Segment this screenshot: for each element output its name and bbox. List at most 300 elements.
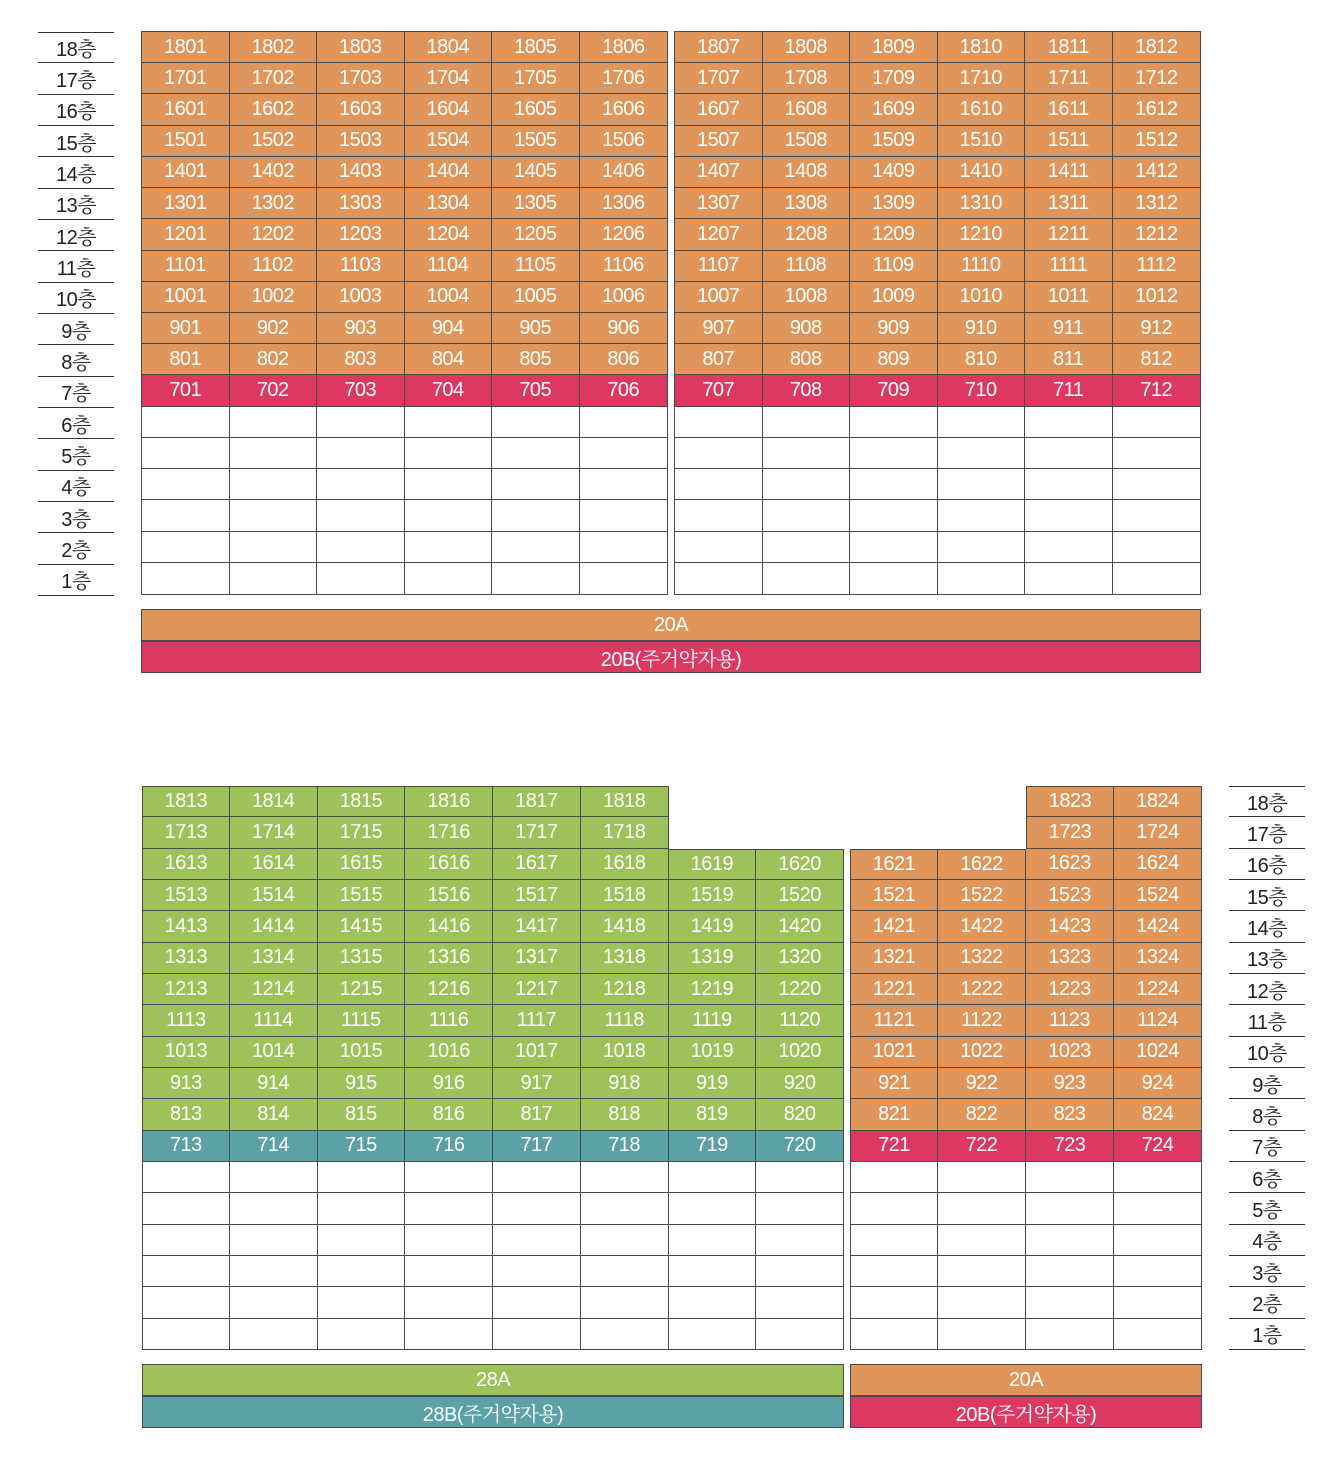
- unit-cell: 1313: [142, 943, 230, 974]
- empty-floor-cell: [142, 563, 230, 594]
- empty-floor-cell: [850, 469, 938, 500]
- unit-cell: 1508: [763, 126, 851, 157]
- unit-cell: 716: [405, 1131, 493, 1162]
- unit-cell: 818: [581, 1099, 669, 1130]
- empty-floor-cell: [1026, 1193, 1114, 1224]
- empty-floor-cell: [580, 438, 668, 469]
- empty-floor-cell: [142, 500, 230, 531]
- empty-floor-cell: [580, 500, 668, 531]
- empty-floor-cell: [142, 1162, 230, 1193]
- unit-cell: 1119: [669, 1005, 757, 1036]
- unit-cell: 921: [850, 1068, 938, 1099]
- empty-floor-cell: [405, 1319, 493, 1350]
- unit-cell: 1417: [493, 911, 581, 942]
- unit-cell: 1415: [318, 911, 406, 942]
- unit-cell: 1310: [938, 188, 1026, 219]
- unit-cell: 1309: [850, 188, 938, 219]
- empty-floor-cell: [493, 1162, 581, 1193]
- unit-cell: 1703: [317, 63, 405, 94]
- unit-cell: 1405: [492, 157, 580, 188]
- floor-label: 2층: [1229, 1287, 1305, 1318]
- unit-cell: 1512: [1113, 126, 1201, 157]
- unit-cell: 1222: [938, 974, 1026, 1005]
- empty-floor-cell: [1026, 1319, 1114, 1350]
- empty-floor-cell: [669, 1256, 757, 1287]
- empty-floor-cell: [850, 500, 938, 531]
- unit-cell: 1207: [675, 219, 763, 250]
- floor-label: 11층: [38, 251, 114, 282]
- unit-cell: 1208: [763, 219, 851, 250]
- unit-cell: 708: [763, 375, 851, 406]
- unit-cell: 1701: [142, 63, 230, 94]
- floor-label: 7층: [38, 377, 114, 408]
- empty-floor-cell: [1025, 469, 1113, 500]
- empty-floor-cell: [581, 1162, 669, 1193]
- empty-floor-cell: [938, 438, 1026, 469]
- unit-cell: 1519: [669, 880, 757, 911]
- unit-cell: 1420: [756, 911, 844, 942]
- unit-cell: 1107: [675, 251, 763, 282]
- empty-floor-cell: [493, 1193, 581, 1224]
- unit-cell: 1419: [669, 911, 757, 942]
- unit-cell: 822: [938, 1099, 1026, 1130]
- unit-cell: 1621: [850, 849, 938, 880]
- empty-floor-cell: [850, 1319, 938, 1350]
- empty-floor-cell: [938, 500, 1026, 531]
- unit-cell: 717: [493, 1131, 581, 1162]
- empty-floor-cell: [318, 1287, 406, 1318]
- empty-floor-cell: [492, 563, 580, 594]
- unit-cell: 1004: [405, 282, 493, 313]
- unit-cell: 1315: [318, 943, 406, 974]
- unit-cell: 909: [850, 313, 938, 344]
- unit-cell: 1601: [142, 94, 230, 125]
- unit-cell: 1124: [1114, 1005, 1202, 1036]
- unit-cell: 1603: [317, 94, 405, 125]
- floor-label: 2층: [38, 533, 114, 564]
- unit-cell: 1809: [850, 32, 938, 63]
- empty-floor-cell: [142, 1319, 230, 1350]
- floor-label: 6층: [38, 408, 114, 439]
- empty-floor-cell: [230, 532, 318, 563]
- unit-cell: 1116: [405, 1005, 493, 1036]
- no-unit: [938, 817, 1026, 848]
- empty-floor-cell: [405, 1287, 493, 1318]
- empty-floor-cell: [938, 1225, 1026, 1256]
- unit-cell: 1110: [938, 251, 1026, 282]
- unit-cell: 908: [763, 313, 851, 344]
- unit-cell: 1220: [756, 974, 844, 1005]
- unit-cell: 1702: [230, 63, 318, 94]
- unit-cell: 1710: [938, 63, 1026, 94]
- empty-floor-cell: [580, 532, 668, 563]
- unit-cell: 1402: [230, 157, 318, 188]
- unit-cell: 1408: [763, 157, 851, 188]
- empty-floor-cell: [756, 1193, 844, 1224]
- unit-cell: 1212: [1113, 219, 1201, 250]
- unit-cell: 703: [317, 375, 405, 406]
- empty-floor-cell: [850, 1162, 938, 1193]
- floor-label: 10층: [38, 283, 114, 314]
- legend-28a: 28A: [142, 1364, 844, 1396]
- unit-cell: 1708: [763, 63, 851, 94]
- empty-floor-cell: [142, 1193, 230, 1224]
- unit-cell: 806: [580, 344, 668, 375]
- unit-cell: 1308: [763, 188, 851, 219]
- empty-floor-cell: [580, 469, 668, 500]
- unit-cell: 819: [669, 1099, 757, 1130]
- unit-cell: 1524: [1114, 880, 1202, 911]
- floor-label: 17층: [1229, 817, 1305, 848]
- unit-cell: 721: [850, 1131, 938, 1162]
- floor-label: 3층: [38, 502, 114, 533]
- empty-floor-cell: [1026, 1256, 1114, 1287]
- empty-floor-cell: [763, 407, 851, 438]
- unit-cell: 1023: [1026, 1037, 1114, 1068]
- unit-cell: 913: [142, 1068, 230, 1099]
- unit-cell: 1507: [675, 126, 763, 157]
- empty-floor-cell: [850, 1225, 938, 1256]
- empty-floor-cell: [142, 1287, 230, 1318]
- empty-floor-cell: [1113, 563, 1201, 594]
- empty-floor-cell: [675, 500, 763, 531]
- unit-cell: 1224: [1114, 974, 1202, 1005]
- unit-cell: 710: [938, 375, 1026, 406]
- floor-label: 10층: [1229, 1037, 1305, 1068]
- empty-floor-cell: [675, 469, 763, 500]
- unit-cell: 1509: [850, 126, 938, 157]
- unit-cell: 1219: [669, 974, 757, 1005]
- empty-floor-cell: [405, 532, 493, 563]
- legend-20b-top: 20B(주거약자용): [141, 641, 1201, 673]
- unit-cell: 1520: [756, 880, 844, 911]
- unit-cell: 1403: [317, 157, 405, 188]
- unit-cell: 1211: [1025, 219, 1113, 250]
- unit-cell: 1502: [230, 126, 318, 157]
- unit-cell: 1201: [142, 219, 230, 250]
- unit-cell: 1122: [938, 1005, 1026, 1036]
- legend-28b: 28B(주거약자용): [142, 1396, 844, 1428]
- empty-floor-cell: [763, 563, 851, 594]
- unit-cell: 1103: [317, 251, 405, 282]
- floor-labels-left: [38, 32, 114, 596]
- unit-cell: 1815: [318, 786, 406, 817]
- legend-20a-top: 20A: [141, 609, 1201, 641]
- unit-cell: 1102: [230, 251, 318, 282]
- unit-cell: 1411: [1025, 157, 1113, 188]
- unit-cell: 1006: [580, 282, 668, 313]
- empty-floor-cell: [230, 1287, 318, 1318]
- empty-floor-cell: [1113, 532, 1201, 563]
- unit-cell: 813: [142, 1099, 230, 1130]
- empty-floor-cell: [938, 469, 1026, 500]
- empty-floor-cell: [938, 1162, 1026, 1193]
- unit-cell: 1423: [1026, 911, 1114, 942]
- empty-floor-cell: [317, 438, 405, 469]
- floor-label: 7층: [1229, 1131, 1305, 1162]
- unit-cell: 906: [580, 313, 668, 344]
- empty-floor-cell: [756, 1287, 844, 1318]
- unit-cell: 1002: [230, 282, 318, 313]
- unit-cell: 706: [580, 375, 668, 406]
- unit-cell: 720: [756, 1131, 844, 1162]
- unit-cell: 1205: [492, 219, 580, 250]
- unit-cell: 1321: [850, 943, 938, 974]
- unit-cell: 1009: [850, 282, 938, 313]
- empty-floor-cell: [675, 407, 763, 438]
- empty-floor-cell: [142, 438, 230, 469]
- unit-cell: 1404: [405, 157, 493, 188]
- unit-cell: 705: [492, 375, 580, 406]
- empty-floor-cell: [669, 1193, 757, 1224]
- unit-cell: 924: [1114, 1068, 1202, 1099]
- empty-floor-cell: [1026, 1225, 1114, 1256]
- empty-floor-cell: [938, 532, 1026, 563]
- unit-cell: 704: [405, 375, 493, 406]
- empty-floor-cell: [405, 1256, 493, 1287]
- empty-floor-cell: [230, 1256, 318, 1287]
- unit-cell: 904: [405, 313, 493, 344]
- unit-cell: 816: [405, 1099, 493, 1130]
- empty-floor-cell: [1114, 1256, 1202, 1287]
- empty-floor-cell: [142, 469, 230, 500]
- unit-cell: 1305: [492, 188, 580, 219]
- unit-cell: 1812: [1113, 32, 1201, 63]
- unit-cell: 1112: [1113, 251, 1201, 282]
- empty-floor-cell: [850, 1287, 938, 1318]
- empty-floor-cell: [1113, 407, 1201, 438]
- floor-label: 14층: [1229, 911, 1305, 942]
- empty-floor-cell: [405, 563, 493, 594]
- floor-label: 14층: [38, 157, 114, 188]
- empty-floor-cell: [850, 563, 938, 594]
- unit-cell: 723: [1026, 1131, 1114, 1162]
- unit-cell: 1804: [405, 32, 493, 63]
- unit-cell: 1105: [492, 251, 580, 282]
- unit-cell: 1510: [938, 126, 1026, 157]
- unit-cell: 1604: [405, 94, 493, 125]
- unit-cell: 1718: [581, 817, 669, 848]
- unit-cell: 1801: [142, 32, 230, 63]
- unit-cell: 1008: [763, 282, 851, 313]
- empty-floor-cell: [1025, 532, 1113, 563]
- unit-cell: 719: [669, 1131, 757, 1162]
- unit-cell: 1111: [1025, 251, 1113, 282]
- floor-label: 16층: [38, 95, 114, 126]
- unit-cell: 1314: [230, 943, 318, 974]
- empty-floor-cell: [938, 1256, 1026, 1287]
- empty-floor-cell: [756, 1256, 844, 1287]
- unit-cell: 1614: [230, 849, 318, 880]
- unit-cell: 918: [581, 1068, 669, 1099]
- unit-cell: 821: [850, 1099, 938, 1130]
- no-unit: [669, 786, 757, 817]
- unit-cell: 1613: [142, 849, 230, 880]
- unit-cell: 1606: [580, 94, 668, 125]
- unit-cell: 1704: [405, 63, 493, 94]
- floor-label: 1층: [1229, 1319, 1305, 1350]
- unit-cell: 1715: [318, 817, 406, 848]
- unit-cell: 712: [1113, 375, 1201, 406]
- floor-label: 1층: [38, 565, 114, 596]
- empty-floor-cell: [675, 438, 763, 469]
- unit-cell: 1210: [938, 219, 1026, 250]
- unit-cell: 1818: [581, 786, 669, 817]
- unit-cell: 1416: [405, 911, 493, 942]
- floor-label: 4층: [38, 471, 114, 502]
- unit-cell: 1118: [581, 1005, 669, 1036]
- unit-cell: 1421: [850, 911, 938, 942]
- empty-floor-cell: [850, 407, 938, 438]
- unit-cell: 711: [1025, 375, 1113, 406]
- unit-cell: 1322: [938, 943, 1026, 974]
- unit-cell: 1120: [756, 1005, 844, 1036]
- unit-cell: 1218: [581, 974, 669, 1005]
- unit-cell: 1706: [580, 63, 668, 94]
- unit-grid-bottom-right: [850, 786, 1202, 1350]
- empty-floor-cell: [675, 563, 763, 594]
- empty-floor-cell: [405, 469, 493, 500]
- empty-floor-cell: [317, 469, 405, 500]
- unit-cell: 1705: [492, 63, 580, 94]
- unit-cell: 1515: [318, 880, 406, 911]
- empty-floor-cell: [1025, 563, 1113, 594]
- unit-cell: 801: [142, 344, 230, 375]
- empty-floor-cell: [669, 1319, 757, 1350]
- unit-cell: 701: [142, 375, 230, 406]
- unit-cell: 1608: [763, 94, 851, 125]
- unit-cell: 1611: [1025, 94, 1113, 125]
- empty-floor-cell: [492, 532, 580, 563]
- unit-cell: 1014: [230, 1037, 318, 1068]
- unit-cell: 1711: [1025, 63, 1113, 94]
- unit-cell: 1622: [938, 849, 1026, 880]
- unit-cell: 815: [318, 1099, 406, 1130]
- unit-cell: 905: [492, 313, 580, 344]
- unit-cell: 1616: [405, 849, 493, 880]
- unit-cell: 1814: [230, 786, 318, 817]
- unit-cell: 1319: [669, 943, 757, 974]
- unit-cell: 1018: [581, 1037, 669, 1068]
- empty-floor-cell: [492, 469, 580, 500]
- unit-cell: 920: [756, 1068, 844, 1099]
- unit-cell: 1121: [850, 1005, 938, 1036]
- no-unit: [756, 817, 844, 848]
- empty-floor-cell: [938, 1319, 1026, 1350]
- empty-floor-cell: [318, 1193, 406, 1224]
- empty-floor-cell: [938, 407, 1026, 438]
- unit-cell: 1518: [581, 880, 669, 911]
- unit-cell: 1019: [669, 1037, 757, 1068]
- unit-cell: 808: [763, 344, 851, 375]
- floor-label: 15층: [1229, 880, 1305, 911]
- empty-floor-cell: [580, 563, 668, 594]
- floor-label: 9층: [38, 314, 114, 345]
- unit-cell: 1010: [938, 282, 1026, 313]
- unit-cell: 916: [405, 1068, 493, 1099]
- unit-cell: 1312: [1113, 188, 1201, 219]
- unit-cell: 1021: [850, 1037, 938, 1068]
- unit-cell: 1413: [142, 911, 230, 942]
- floor-label: 18층: [38, 32, 114, 63]
- empty-floor-cell: [1113, 469, 1201, 500]
- no-unit: [756, 786, 844, 817]
- empty-floor-cell: [142, 407, 230, 438]
- unit-cell: 1516: [405, 880, 493, 911]
- empty-floor-cell: [1026, 1162, 1114, 1193]
- unit-cell: 1712: [1113, 63, 1201, 94]
- unit-cell: 1307: [675, 188, 763, 219]
- empty-floor-cell: [230, 469, 318, 500]
- unit-cell: 1206: [580, 219, 668, 250]
- unit-cell: 1024: [1114, 1037, 1202, 1068]
- unit-cell: 1523: [1026, 880, 1114, 911]
- empty-floor-cell: [493, 1225, 581, 1256]
- unit-cell: 809: [850, 344, 938, 375]
- floor-label: 12층: [1229, 974, 1305, 1005]
- unit-cell: 1724: [1114, 817, 1202, 848]
- unit-cell: 1409: [850, 157, 938, 188]
- unit-cell: 1223: [1026, 974, 1114, 1005]
- empty-floor-cell: [405, 438, 493, 469]
- unit-cell: 1811: [1025, 32, 1113, 63]
- unit-cell: 1624: [1114, 849, 1202, 880]
- unit-cell: 1618: [581, 849, 669, 880]
- unit-cell: 1204: [405, 219, 493, 250]
- unit-cell: 1717: [493, 817, 581, 848]
- unit-cell: 1108: [763, 251, 851, 282]
- unit-cell: 907: [675, 313, 763, 344]
- unit-cell: 1213: [142, 974, 230, 1005]
- unit-cell: 1412: [1113, 157, 1201, 188]
- empty-floor-cell: [756, 1319, 844, 1350]
- empty-floor-cell: [581, 1225, 669, 1256]
- unit-cell: 709: [850, 375, 938, 406]
- unit-cell: 1401: [142, 157, 230, 188]
- unit-cell: 1521: [850, 880, 938, 911]
- unit-cell: 1216: [405, 974, 493, 1005]
- unit-cell: 1418: [581, 911, 669, 942]
- empty-floor-cell: [142, 1225, 230, 1256]
- empty-floor-cell: [317, 563, 405, 594]
- unit-cell: 1012: [1113, 282, 1201, 313]
- empty-floor-cell: [850, 532, 938, 563]
- unit-cell: 1602: [230, 94, 318, 125]
- unit-cell: 1317: [493, 943, 581, 974]
- empty-floor-cell: [493, 1287, 581, 1318]
- unit-cell: 1802: [230, 32, 318, 63]
- unit-cell: 1007: [675, 282, 763, 313]
- no-unit: [669, 817, 757, 848]
- unit-cell: 917: [493, 1068, 581, 1099]
- unit-cell: 912: [1113, 313, 1201, 344]
- unit-cell: 1318: [581, 943, 669, 974]
- floor-label: 13층: [38, 189, 114, 220]
- empty-floor-cell: [142, 532, 230, 563]
- floor-label: 11층: [1229, 1005, 1305, 1036]
- unit-cell: 804: [405, 344, 493, 375]
- empty-floor-cell: [938, 563, 1026, 594]
- empty-floor-cell: [318, 1162, 406, 1193]
- unit-cell: 1807: [675, 32, 763, 63]
- unit-cell: 1817: [493, 786, 581, 817]
- unit-cell: 1615: [318, 849, 406, 880]
- unit-cell: 1808: [763, 32, 851, 63]
- empty-floor-cell: [1114, 1162, 1202, 1193]
- empty-floor-cell: [1113, 500, 1201, 531]
- empty-floor-cell: [318, 1319, 406, 1350]
- unit-cell: 1013: [142, 1037, 230, 1068]
